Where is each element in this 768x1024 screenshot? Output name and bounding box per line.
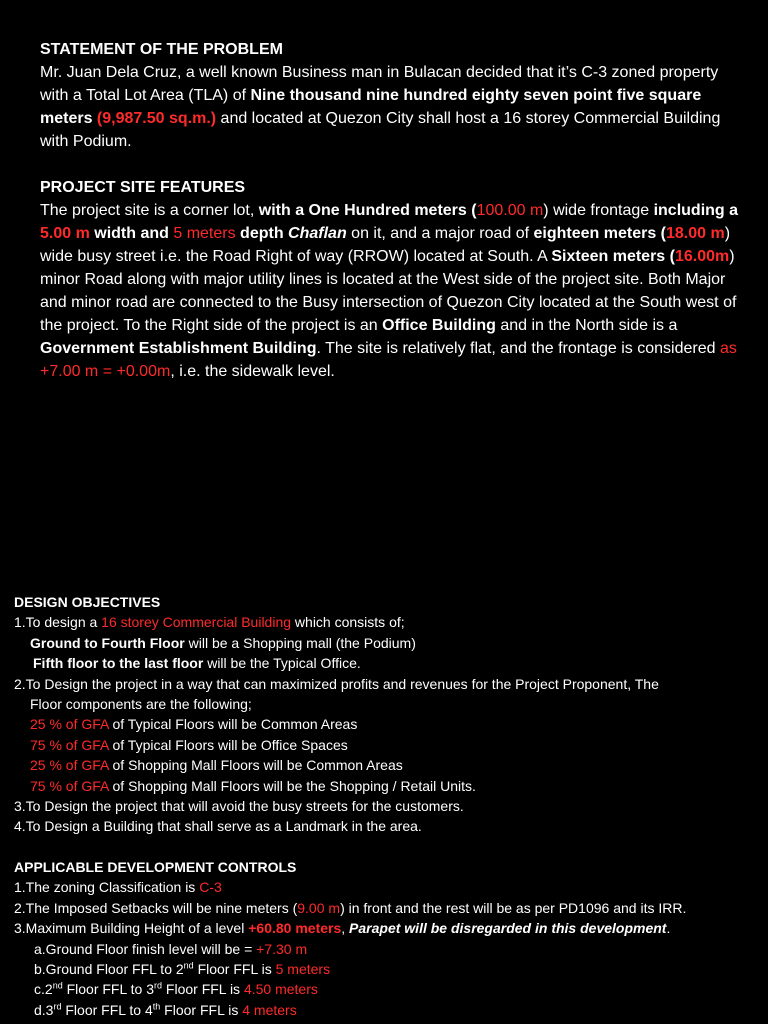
typical-floors-text: Fifth floor to the last floor — [33, 655, 204, 672]
objective-text: will be a Shopping mall (the Podium) — [184, 634, 416, 651]
gfa-item — [14, 714, 762, 734]
gfa-percent: 25 % of GFA — [30, 757, 109, 774]
objectives-slide — [14, 592, 762, 1020]
site-bold-text: Sixteen meters ( — [551, 248, 675, 265]
zoning-value: C-3 — [199, 879, 222, 896]
site-text: . The site is relatively flat, and the frontage is considered — [316, 340, 720, 357]
frontage-value: 100.00 m — [476, 202, 544, 219]
parapet-note: Parapet will be disregarded in this development — [349, 920, 667, 937]
objective-4: 4.To Design a Building that shall serve as a Landmark in the area. — [14, 818, 422, 835]
site-text: minor Road along with major utility lines is located at the West side of the project site. Both Major and minor road are connected to the Busy intersection of Quezon City located at the South west of the project. To the Right side of the project is an — [40, 271, 737, 334]
statement-heading: STATEMENT OF THE PROBLEM — [40, 41, 283, 58]
site-text: ) — [543, 202, 549, 219]
floor-height-value: 5 meters — [275, 960, 331, 977]
site-text: , i.e. the sidewalk level. — [170, 363, 335, 380]
site-features-paragraph — [40, 199, 750, 383]
site-bold-text: depth — [235, 225, 289, 242]
control-2 — [14, 898, 762, 918]
control-3a — [14, 939, 762, 959]
gfa-item — [14, 735, 762, 755]
objective-3: 3.To Design the project that will avoid the busy streets for the customers. — [14, 798, 464, 815]
ground-floor-level-value: +7.30 m — [256, 940, 308, 957]
objective-1 — [14, 612, 762, 632]
statement-paragraph — [40, 61, 750, 153]
gfa-item — [14, 776, 762, 796]
site-bold-text: including a — [653, 202, 739, 219]
development-controls-heading: APPLICABLE DEVELOPMENT CONTROLS — [14, 858, 297, 875]
objective-2: 2.To Design the project in a way that can maximized profits and revenues for the Project Proponent, The — [14, 675, 659, 692]
minor-road-width-value: 16.00m — [674, 248, 730, 265]
gfa-text: of Shopping Mall Floors will be Common Areas — [108, 757, 403, 774]
gfa-text: of Typical Floors will be Common Areas — [108, 716, 358, 733]
site-text: and in the North side is a — [495, 317, 678, 334]
site-bold-text: eighteen meters ( — [533, 225, 666, 242]
control-text: 3.Maximum Building Height of a level — [14, 920, 249, 937]
site-text: on it, and a major road of — [346, 225, 534, 242]
gfa-percent: 25 % of GFA — [30, 716, 109, 733]
site-text: ) — [724, 225, 731, 242]
control-3d — [14, 1000, 762, 1020]
site-text: wide frontage — [548, 202, 654, 219]
site-text: wide busy street i.e. the Road Right of way (RROW) located at South. A — [40, 248, 552, 265]
control-text: d.3 — [34, 1001, 54, 1018]
design-objectives-heading: DESIGN OBJECTIVES — [14, 594, 161, 610]
ordinal-suffix: rd — [154, 980, 163, 991]
control-text: , — [341, 920, 350, 937]
control-3c — [14, 979, 762, 999]
government-building-text: Government Establishment Building — [40, 340, 317, 357]
site-bold-text: with a One Hundred meters ( — [258, 202, 477, 219]
statement-text: and located at Quezon City shall host a 16 storey Commercial Building with Podium. — [40, 110, 721, 150]
setback-value: 9.00 m — [297, 899, 341, 916]
statement-text: Mr. Juan Dela Cruz, a well known Business man in Bulacan decided that it’s C-3 zoned property with a Total Lot Area (TLA) of — [40, 64, 719, 104]
gfa-percent: 75 % of GFA — [30, 736, 109, 753]
lot-area-value: (9,987.50 sq.m.) — [96, 110, 217, 127]
control-3 — [14, 918, 762, 938]
control-text: Floor FFL is — [162, 981, 244, 998]
objective-1b — [14, 653, 762, 673]
site-features-heading: PROJECT SITE FEATURES — [40, 179, 246, 196]
ordinal-suffix: rd — [53, 1001, 62, 1012]
control-text: Floor FFL to 4 — [61, 1001, 153, 1018]
office-building-text: Office Building — [382, 317, 496, 334]
control-text: Floor FFL is — [160, 1001, 243, 1018]
problem-statement-slide — [40, 38, 750, 383]
objective-text: which consists of; — [291, 614, 405, 631]
chaflan-width-value: 5.00 m — [40, 225, 90, 242]
ordinal-suffix: nd — [183, 960, 194, 971]
podium-floors-text: Ground to Fourth Floor — [30, 634, 185, 651]
control-3b — [14, 959, 762, 979]
control-text: Floor FFL to 3 — [62, 981, 154, 998]
objective-text: 1.To design a — [14, 614, 102, 631]
building-type-text: 16 storey Commercial Building — [101, 614, 292, 631]
chaflan-term: Chaflan — [288, 225, 347, 242]
site-bold-text: width and — [89, 225, 174, 242]
building-height-value: +60.80 meters — [248, 920, 342, 937]
control-text: b.Ground Floor FFL to 2 — [34, 960, 184, 977]
gfa-item — [14, 755, 762, 775]
gfa-percent: 75 % of GFA — [30, 777, 109, 794]
control-text: c.2 — [34, 981, 53, 998]
control-text: ) in front and the rest will be as per PD1096 and its IRR. — [340, 899, 687, 916]
objective-2-continued: Floor components are the following; — [30, 696, 252, 713]
objective-1a — [14, 633, 762, 653]
lot-area-words: Nine thousand nine hundred eighty seven point five square meters — [40, 87, 702, 127]
control-text: . — [666, 920, 671, 937]
chaflan-depth-value: 5 meters — [173, 225, 236, 242]
major-road-width-value: 18.00 m — [665, 225, 725, 242]
site-text: ) — [729, 248, 735, 265]
ordinal-suffix: nd — [52, 980, 63, 991]
site-text: The project site is a corner lot, — [40, 202, 259, 219]
control-text: a.Ground Floor finish level will be = — [34, 940, 257, 957]
control-text: 1.The zoning Classification is — [14, 879, 200, 896]
control-1 — [14, 877, 762, 897]
frontage-level-value: as +7.00 m = +0.00m — [40, 340, 737, 380]
gfa-text: of Typical Floors will be Office Spaces — [108, 736, 348, 753]
ordinal-suffix: th — [152, 1001, 161, 1012]
control-text: Floor FFL is — [193, 960, 276, 977]
control-text: 2.The Imposed Setbacks will be nine meters ( — [14, 899, 298, 916]
gfa-text: of Shopping Mall Floors will be the Shopping / Retail Units. — [108, 777, 476, 794]
objective-text: will be the Typical Office. — [203, 655, 361, 672]
floor-height-value: 4.50 meters — [243, 981, 318, 998]
floor-height-value: 4 meters — [242, 1001, 297, 1018]
